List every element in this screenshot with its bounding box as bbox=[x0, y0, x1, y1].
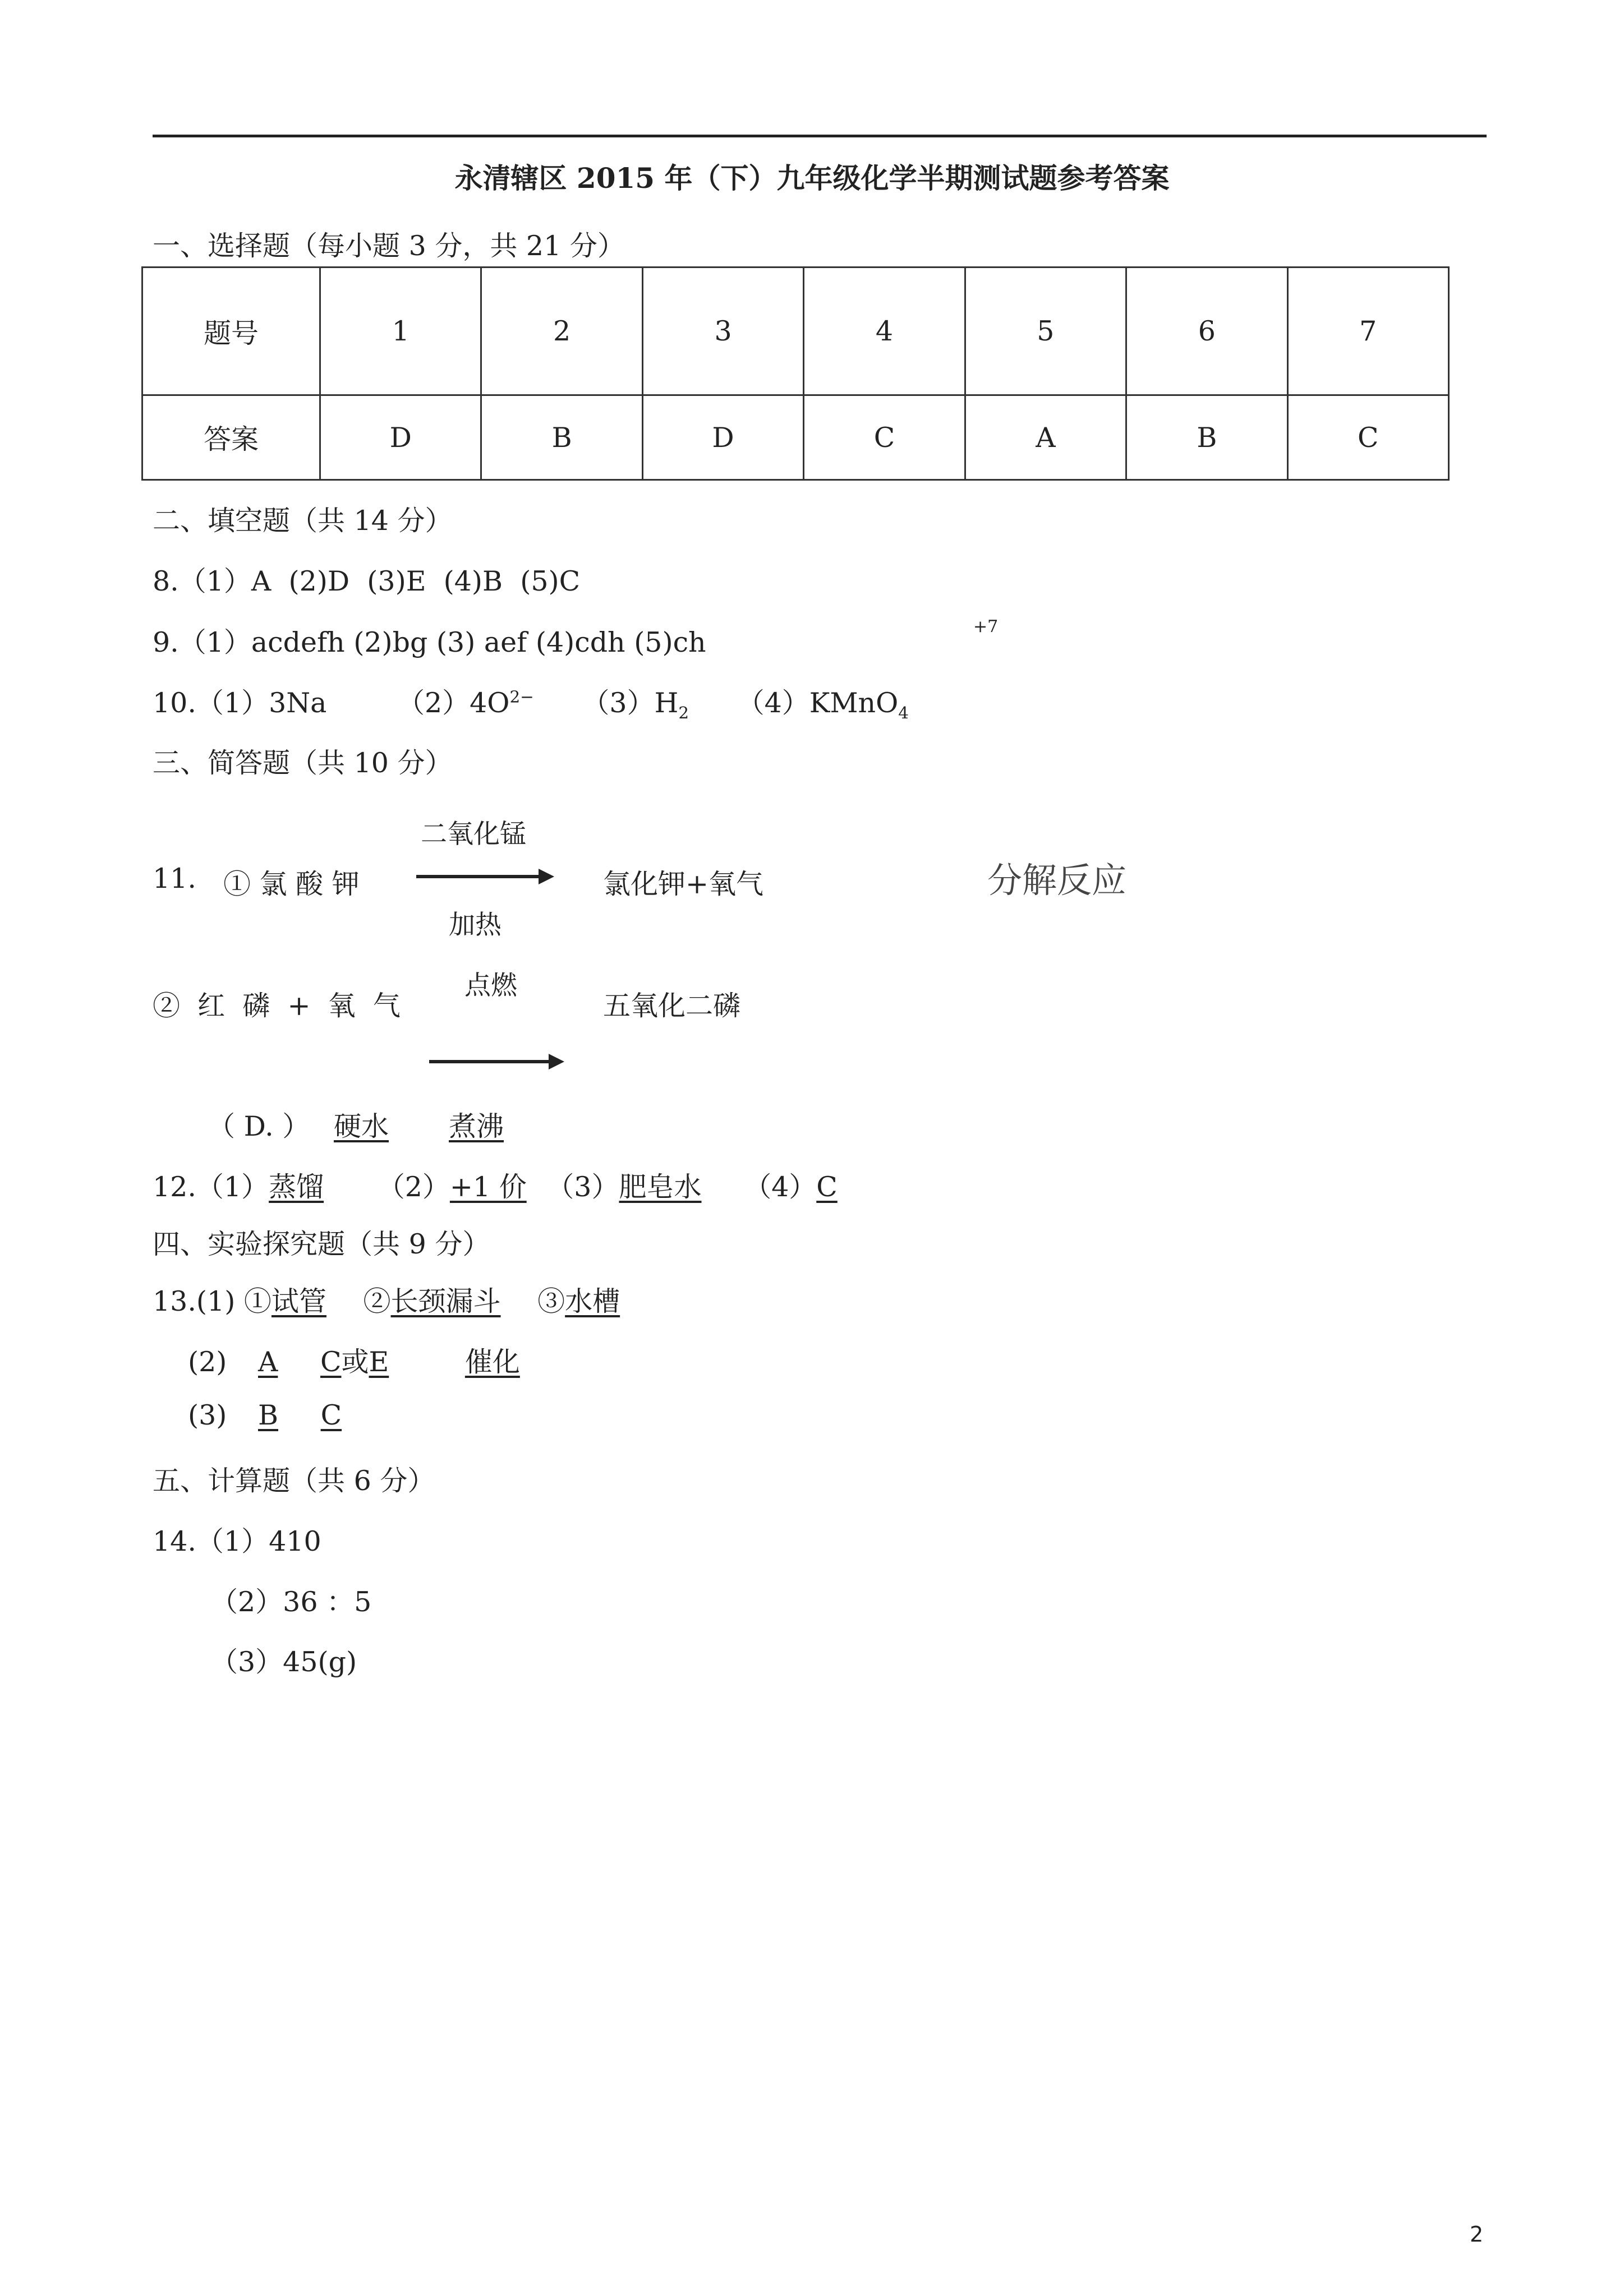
section-3-heading: 三、简答题（共 10 分） bbox=[153, 747, 453, 779]
reaction1-product: 氯化钾+氧气 bbox=[603, 868, 764, 900]
table-cell: C bbox=[804, 395, 965, 480]
q11-hard-water: 硬水 bbox=[334, 1110, 389, 1142]
top-rule bbox=[153, 135, 1487, 137]
table-cell: 6 bbox=[1126, 268, 1287, 395]
table-cell: 3 bbox=[642, 268, 803, 395]
q10-part4: （4）KMnO$_4$ bbox=[737, 687, 909, 722]
q13-answer-p3a: B bbox=[258, 1399, 279, 1431]
q13-part3 bbox=[188, 1399, 342, 1431]
section-2-heading: 二、填空题（共 14 分） bbox=[153, 505, 453, 537]
q12-answer-3: 肥皂水 bbox=[619, 1171, 702, 1203]
reaction2-condition: 点燃 bbox=[464, 970, 517, 1001]
q10-answer bbox=[153, 681, 909, 722]
q14-part1: 14.（1）410 bbox=[153, 1525, 321, 1557]
q13-answer-p2b: C bbox=[320, 1346, 342, 1378]
table-cell: 题号 bbox=[142, 268, 320, 395]
q13-label-3: ③ bbox=[537, 1285, 565, 1317]
table-row bbox=[142, 268, 1449, 395]
q13-part2 bbox=[188, 1340, 520, 1380]
section-4-heading: 四、实验探究题（共 9 分） bbox=[153, 1228, 490, 1260]
q12-number: 12.（1） bbox=[153, 1171, 269, 1203]
table-cell: D bbox=[320, 395, 481, 480]
q13-label-p2: (2) bbox=[188, 1346, 227, 1378]
q10-part3: $(3)H_2$ bbox=[582, 687, 689, 722]
table-cell: A bbox=[965, 395, 1126, 480]
q10-part1: 10.（1）3Na bbox=[153, 687, 327, 719]
table-cell: 答案 bbox=[142, 395, 320, 480]
q13-answer-1: 试管 bbox=[271, 1285, 326, 1317]
q12-answer-1: 蒸馏 bbox=[269, 1171, 324, 1203]
q12-answer-4: C bbox=[816, 1171, 838, 1203]
q10-part2: $(2)4O^{2-}$ bbox=[397, 687, 534, 719]
q8-answer: 8.（1）A (2)D (3)E (4)B (5)C bbox=[153, 565, 581, 597]
table-cell: C bbox=[1287, 395, 1448, 480]
page-title: 永清辖区 2015 年（下）九年级化学半期测试题参考答案 bbox=[454, 162, 1170, 195]
reaction2-reactants: ② 红 磷 + 氧 气 bbox=[153, 990, 401, 1022]
reaction2-arrow bbox=[429, 1060, 561, 1063]
q11-choice: （ D. ） bbox=[208, 1110, 310, 1142]
reaction1-arrow bbox=[416, 875, 551, 878]
table-cell: 4 bbox=[804, 268, 965, 395]
q14-part2: （2）36 ：5 bbox=[210, 1586, 372, 1618]
q13-number: 13.(1) ① bbox=[153, 1285, 272, 1317]
q13-answer-p2d: 催化 bbox=[464, 1346, 520, 1378]
section-1-heading: 一、选择题（每小题 3 分，共 21 分） bbox=[153, 230, 625, 262]
q13-answer-2: 长颈漏斗 bbox=[390, 1285, 501, 1317]
reaction-type: 分解反应 bbox=[987, 860, 1127, 901]
q12-label-2: （2） bbox=[377, 1171, 450, 1203]
reaction2-product: 五氧化二磷 bbox=[603, 990, 741, 1022]
q13-part1 bbox=[153, 1280, 620, 1319]
table-cell: 5 bbox=[965, 268, 1126, 395]
q12-label-3: （3） bbox=[546, 1171, 619, 1203]
q13-answer-3: 水槽 bbox=[565, 1285, 620, 1317]
q12-label-4: （4） bbox=[744, 1171, 817, 1203]
q12-answer-2: +1 价 bbox=[449, 1171, 527, 1203]
table-cell: 7 bbox=[1287, 268, 1448, 395]
reaction1-condition: 加热 bbox=[449, 910, 502, 940]
q13-answer-p2c: E bbox=[369, 1346, 389, 1378]
q14-part3: （3）45(g) bbox=[210, 1646, 357, 1678]
table-cell: B bbox=[481, 395, 642, 480]
reaction1-reactant: ① 氯 酸 钾 bbox=[223, 868, 360, 900]
q9-answer: 9.（1）acdefh (2)bg (3) aef (4)cdh (5)ch bbox=[153, 626, 706, 658]
section-5-heading: 五、计算题（共 6 分） bbox=[153, 1465, 435, 1497]
q13-or: 或 bbox=[341, 1346, 369, 1378]
q12-answer bbox=[153, 1165, 838, 1205]
table-cell: 2 bbox=[481, 268, 642, 395]
table-cell: 1 bbox=[320, 268, 481, 395]
q11-boiling: 煮沸 bbox=[449, 1110, 504, 1142]
table-cell: D bbox=[642, 395, 803, 480]
q13-label-2: ② bbox=[363, 1285, 391, 1317]
table-cell: B bbox=[1126, 395, 1287, 480]
q11-number: 11. bbox=[153, 863, 196, 895]
answer-table bbox=[141, 266, 1450, 481]
page-number: 2 bbox=[1470, 2222, 1484, 2247]
valence-note: +7 bbox=[973, 617, 999, 637]
q13-answer-p2a: A bbox=[258, 1346, 278, 1378]
q13-label-p3: (3) bbox=[188, 1399, 227, 1431]
table-row bbox=[142, 395, 1449, 480]
reaction1-catalyst: 二氧化锰 bbox=[421, 819, 526, 850]
q13-answer-p3b: C bbox=[320, 1399, 342, 1431]
